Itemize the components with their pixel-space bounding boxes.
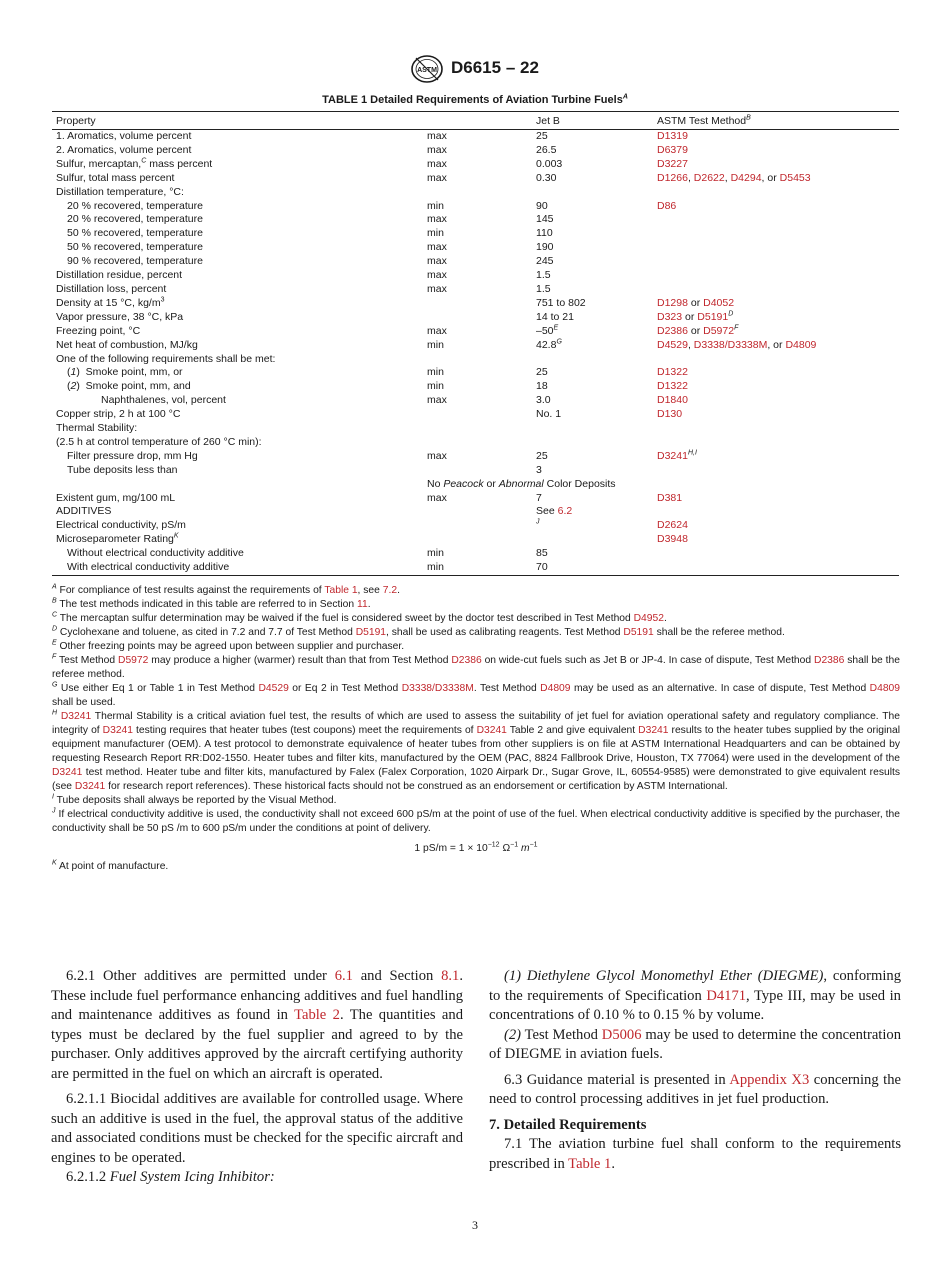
table-row: Tube deposits less than 3 [67,463,542,476]
footnote-c: $^C$ The mercaptan sulfur determination may be waived if the fuel is considered sweet by the doctor test described in Test Method D4952. [52,611,667,624]
column-header-fuel: Jet B [536,112,657,130]
table-row: Microseparometer Rating$^K$ D3948 [56,532,688,546]
method-link[interactable]: D3338/D3338M [693,338,768,351]
method-link[interactable]: D1298 [657,296,688,309]
method-link[interactable]: D3241 [638,725,669,736]
table-link[interactable]: Table 1 [568,1155,612,1172]
method-link[interactable]: D130 [657,408,683,421]
table-header-row [52,112,899,130]
method-link[interactable]: D4052 [703,296,735,309]
method-link[interactable]: D2386 [657,324,688,337]
footnote-e: $^E$ Other freezing points may be agreed upon between supplier and purchaser. [52,639,405,652]
requirements-table [52,111,899,576]
table-row: 20 % recovered, temperature max 145 [67,213,554,226]
footnote-j: $^J$ If electrical conductivity additive is used, the conductivity shall not exceed 600 pS/m at the point of use of the fuel. When electrical conductivity additive is specified by the purchaser, the conductivity shall be 50 pS /m to 600 pS/m under the conditions at point of delivery. [52,807,900,834]
method-link[interactable]: D5453 [779,171,811,184]
table-row: Existent gum, mg/100 mL max 7 D381 [56,491,683,504]
table-row: Sulfur, mercaptan,$^C$ mass percent max 0.003 D3227 [56,157,688,170]
method-link[interactable]: D2624 [657,519,688,532]
method-link[interactable]: D3241 [74,781,106,792]
table-link[interactable]: Table 1 [324,585,358,596]
table-row: One of the following requirements shall be met: [56,352,276,365]
paragraph-d5006: (2) Test Method D5006 may be used to determine the concentration of DIEGME in aviation fuels. [489,1026,901,1062]
method-link[interactable]: D5972 [118,655,149,666]
table-row: Distillation loss, percent max 1.5 [56,282,551,295]
method-link[interactable]: D3948 [657,533,688,546]
table-row: 50 % recovered, temperature min 110 [67,227,553,240]
method-link[interactable]: D1322 [657,366,688,379]
table-row: Distillation residue, percent max 1.5 [56,269,551,282]
table-row: 90 % recovered, temperature max 245 [67,255,554,268]
method-link[interactable]: D4529 [657,338,688,351]
table-row: 2. Aromatics, volume percent max 26.5 D6379 [56,143,688,156]
method-link[interactable]: D5006 [601,1026,642,1043]
table-row: With electrical conductivity additive min 70 [52,561,899,575]
table-row: Thermal Stability: [56,422,138,435]
method-link[interactable]: D1322 [657,380,688,393]
table-row: 1. Aromatics, volume percent max 25 D1319 [56,130,688,142]
footnote-b: $^B$ The test methods indicated in this table are referred to in Section 11. [52,597,371,610]
paragraph-6-3: 6.3 Guidance material is presented in Appendix X3 concerning the need to control processing additives in jet fuel production. [489,1071,901,1107]
method-link[interactable]: D2622 [693,171,725,184]
paragraph-6-2-1: 6.2.1 Other additives are permitted under 6.1 and Section 8.1. These include fuel performance enhancing additives and fuel handling and maintenance additives as found in Table 2. The quantities and types must be declared by the fuel supplier and agreed to by the purchaser. Only additives approved by the aircraft certifying authority are permitted in the fuel on which an aircraft is operated. [51,968,463,1082]
table-title: TABLE 1 Detailed Requirements of Aviation Turbine Fuels$^A$ [322,93,628,106]
method-link[interactable]: D5972 [703,324,735,337]
footnote-k: $^K$ At point of manufacture. [52,859,169,872]
footnote-d: $^D$ Cyclohexane and toluene, as cited in 7.2 and 7.7 of Test Method D5191, shall be used as calibrating reagents. Test Method D5191 shall be the referee method. [52,625,785,638]
method-link[interactable]: D5191 [697,310,729,323]
method-link[interactable]: D1266 [657,171,688,184]
table-row: Net heat of combustion, MJ/kg min $42.8^G$ D4529, D3338/D3338M, or D4809 [56,338,817,351]
conductivity-formula: 1 $pS/m = 1 \times 10^{-12}$ $\Omega^{-1}$ $m^{-1}$ [414,841,538,854]
column-header-property: Property [52,112,427,130]
method-link[interactable]: D4809 [785,338,817,351]
footnote-a: $^A$ For compliance of test results against the requirements of Table 1, see 7.2. [52,583,400,596]
page-header [0,54,950,86]
footnote-g: $^G$ Use either Eq 1 or Table 1 in Test Method D4529 or Eq 2 in Test Method D3338/D3338M. Test Method D4809 may be used as an alternative. In case of dispute, Test Method D4809 shall be used. [52,681,901,708]
method-link[interactable]: D381 [657,491,683,504]
method-link[interactable]: D4529 [258,683,289,694]
section-link[interactable]: 11 [356,599,368,610]
paragraph-7-1: 7.1 The aviation turbine fuel shall conform to the requirements prescribed in Table 1. [489,1136,901,1172]
footnote-h: $^H$ D3241 Thermal Stability is a critical aviation fuel test, the results of which are used to assess the suitability of jet fuel for aviation operational safety and regulatory compliance. The integrity of D3241 testing requires that heater tubes (test coupons) meet the requirements of D3241 Table 2 and give equivalent D3241 results to the heater tubes supplied by the original equipment manufacturer (OEM). A test protocol to demonstrate equivalence of heater tubes from other suppliers is on file at ASTM International Headquarters and can be obtained by requesting Research Report RR:D02-1550. Heater tubes and filter kits, manufactured by the OEM (PAC, 8824 Fallbrook Drive, Houston, TX 77064) were used in the development of the D3241 test method. Heater tube and filter kits, manufactured by Falex (Falex Corporation, 1020 Airpark Dr., Sugar Grove, IL, 60554-9585) were demonstrated to give equivalent results (see D3241 for research report references). These historical facts should not be construed as an endorsement or certification by ASTM International. [52,709,900,792]
method-link[interactable]: D3241 [52,767,83,778]
method-link[interactable]: D4952 [633,613,664,624]
paragraph-6-2-1-2: 6.2.1.2 Fuel System Icing Inhibitor: [66,1169,275,1185]
method-link[interactable]: D3241 [657,449,688,462]
section-link[interactable]: 6.2 [557,505,573,518]
column-header-limit [427,112,536,130]
section-link[interactable]: 7.2 [382,585,398,596]
table-row: Sulfur, total mass percent max 0.30 D1266, D2622, D4294, or D5453 [56,171,811,184]
table-row: Density at 15 °C, $kg/m^3$ 751 to 802 D1298 or D4052 [56,296,735,309]
table-link[interactable]: Table 2 [294,1007,340,1023]
table-row: ADDITIVES See 6.2 [56,505,573,518]
table-row: Vapor pressure, 38 °C, kPa 14 to 21 D323 or $D5191^D$ [56,310,734,323]
method-link[interactable]: D3338/D3338M [401,683,474,694]
method-link[interactable]: D3227 [657,157,688,170]
method-link[interactable]: D1840 [657,394,688,407]
paragraph-diegme: (1) Diethylene Glycol Monomethyl Ether (DIEGME), conforming to the requirements of Specification D4171, Type III, may be used in concentrations of 0.10 % to 0.15 % by volume. [489,968,901,1023]
standard-code: D6615 – 22 [451,58,539,77]
method-link[interactable]: D6379 [657,143,688,156]
table-row: Distillation temperature, °C: [56,185,184,198]
method-link[interactable]: D323 [657,310,683,323]
table-row: Copper strip, 2 h at 100 °C No. 1 D130 [56,408,683,421]
method-link[interactable]: D2386 [451,655,482,666]
method-link[interactable]: D2386 [814,655,845,666]
astm-logo-icon [410,54,444,84]
section-link[interactable]: 6.1 [334,968,353,984]
method-link[interactable]: D4809 [540,683,571,694]
spec-link[interactable]: D4171 [706,987,747,1004]
footnote-f: $^F$ Test Method D5972 may produce a higher (warmer) result than that from Test Method D2386 on wide-cut fuels such as Jet B or JP-4. In case of dispute, Test Method D2386 shall be the referee method. [52,653,900,680]
method-link[interactable]: D5191 [355,627,387,638]
method-link[interactable]: D4294 [730,171,762,184]
method-link[interactable]: D3241 [476,725,507,736]
method-link[interactable]: D1319 [657,130,688,142]
method-link[interactable]: D5191 [623,627,654,638]
method-link[interactable]: D86 [657,199,677,212]
table-row: (2) Smoke point, mm, and min 18 D1322 [67,380,688,393]
method-link[interactable]: D3241 [60,711,92,722]
table-row: Filter pressure drop, mm Hg max 25 $D3241^{H,I}$ [67,449,697,462]
method-link[interactable]: D4809 [869,683,901,694]
right-column [489,967,901,1174]
table-row: 20 % recovered, temperature min 90 D86 [67,199,677,212]
left-column [51,967,463,1188]
table-row: Without electrical conductivity additive min 85 [67,547,548,560]
page-number: 3 [472,1218,478,1232]
table-row: (2.5 h at control temperature of 260 °C min): [56,435,262,448]
section-heading: 7. Detailed Requirements [489,1116,647,1133]
table-row: Freezing point, °C max $-50^E$ D2386 or $D5972^F$ [56,324,739,337]
section-link[interactable]: 8.1 [441,968,460,984]
table-row: Electrical conductivity, pS/m $^J$ D2624 [56,518,688,532]
column-header-method: ASTM Test Method$^B$ [657,112,899,130]
table-footnotes [52,584,900,874]
table-row: (1) Smoke point, mm, or min 25 D1322 [67,366,688,379]
method-link[interactable]: D3241 [102,725,134,736]
table-row: No Peacock or Abnormal Color Deposits [427,477,616,490]
footnote-i: $^I$ Tube deposits shall always be reported by the Visual Method. [52,793,337,806]
appendix-link[interactable]: Appendix X3 [729,1071,810,1088]
svg-text:ASTM: ASTM [417,67,437,74]
paragraph-6-2-1-1: 6.2.1.1 Biocidal additives are available for controlled usage. Where such an additive is used in the fuel, the approval status of the additive and associated conditions must be checked for the specific aircraft and engines to be operated. [51,1091,463,1166]
table-row: Naphthalenes, vol, percent max 3.0 D1840 [101,394,688,407]
table-row: 50 % recovered, temperature max 190 [67,241,554,254]
